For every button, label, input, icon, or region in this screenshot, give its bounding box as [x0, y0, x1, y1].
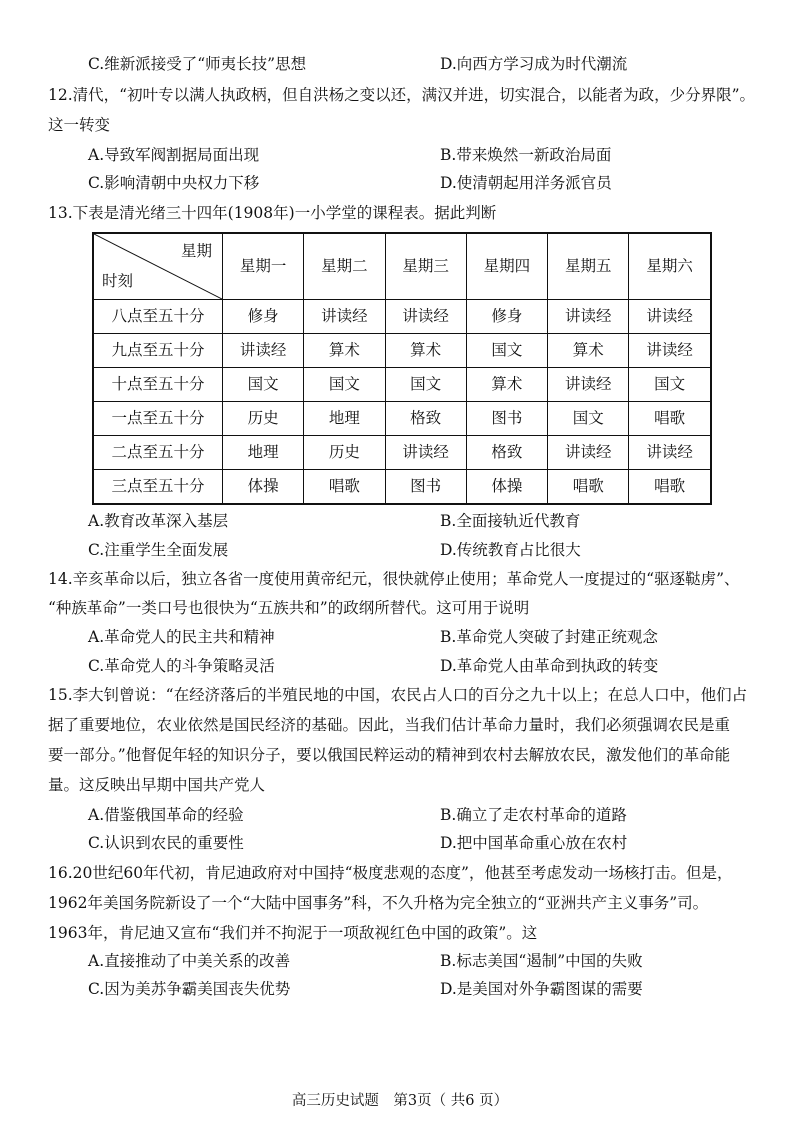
- table-row: [93, 368, 711, 402]
- course-cell: 图书: [385, 470, 466, 505]
- q16-options-row-cd: [0, 980, 800, 1002]
- course-cell: 唱歌: [629, 402, 711, 436]
- course-cell: 修身: [223, 300, 304, 334]
- q13-option-b: B.全面接轨近代教育: [440, 512, 581, 530]
- day-header: 星期一: [223, 233, 304, 300]
- q13-options-row-ab: [0, 512, 800, 534]
- q15-option-c: C.认识到农民的重要性: [88, 834, 244, 852]
- table-row: [93, 300, 711, 334]
- course-cell: 格致: [466, 436, 547, 470]
- q16-stem-line2: 1962年美国务院新设了一个“大陆中国事务”科，不久升格为完全独立的“亚洲共产主义事务”司。: [48, 894, 709, 912]
- day-header: 星期二: [304, 233, 385, 300]
- course-cell: 历史: [223, 402, 304, 436]
- time-cell: 二点至五十分: [93, 436, 223, 470]
- course-cell: 唱歌: [304, 470, 385, 505]
- table-row: [93, 334, 711, 368]
- table-row: [93, 470, 711, 505]
- q15-stem-line3: 要一部分。”他督促年轻的知识分子，要以俄国民粹运动的精神到农村去解放农民，激发他们的革命能: [48, 746, 731, 764]
- q14-option-c: C.革命党人的斗争策略灵活: [88, 657, 275, 675]
- course-cell: 国文: [385, 368, 466, 402]
- q16-option-b: B.标志美国“遏制”中国的失败: [440, 952, 643, 970]
- course-cell: 讲读经: [385, 436, 466, 470]
- course-cell: 算术: [548, 334, 629, 368]
- q14-option-b: B.革命党人突破了封建正统观念: [440, 628, 658, 646]
- q12-options-row-ab: [0, 146, 800, 168]
- course-cell: 讲读经: [385, 300, 466, 334]
- q15-option-a: A.借鉴俄国革命的经验: [88, 806, 244, 824]
- q11-options-row-cd: [0, 55, 800, 77]
- course-cell: 格致: [385, 402, 466, 436]
- course-cell: 讲读经: [223, 334, 304, 368]
- q14-options-row-cd: [0, 657, 800, 679]
- q15-stem-line2: 据了重要地位，农业依然是国民经济的基础。因此，当我们估计革命力量时，我们必须强调农民是重: [48, 716, 731, 734]
- course-cell: 唱歌: [548, 470, 629, 505]
- q15-stem-line1: 15.李大钊曾说：“在经济落后的半殖民地的中国，农民占人口的百分之九十以上；在总人口中，他们占: [48, 686, 748, 704]
- q12-stem-line2: 这一转变: [48, 116, 111, 134]
- q13-options-row-cd: [0, 541, 800, 563]
- course-cell: 讲读经: [629, 436, 711, 470]
- corner-label-weekday: 星期: [180, 242, 212, 260]
- course-cell: 国文: [548, 402, 629, 436]
- course-cell: 讲读经: [629, 334, 711, 368]
- course-cell: 国文: [466, 334, 547, 368]
- q15-options-row-ab: [0, 806, 800, 828]
- course-cell: 算术: [466, 368, 547, 402]
- course-cell: 讲读经: [548, 300, 629, 334]
- q15-stem-line4: 量。这反映出早期中国共产党人: [48, 776, 266, 794]
- course-cell: 算术: [385, 334, 466, 368]
- q12-options-row-cd: [0, 174, 800, 196]
- course-cell: 国文: [304, 368, 385, 402]
- q12-option-b: B.带来焕然一新政治局面: [440, 146, 612, 164]
- q14-option-d: D.革命党人由革命到执政的转变: [440, 657, 659, 675]
- day-header: 星期三: [385, 233, 466, 300]
- q16-stem-line1: 16.20世纪60年代初，肯尼迪政府对中国持“极度悲观的态度”，他甚至考虑发动一场核打击。但是，: [48, 864, 733, 882]
- q16-stem-line3: 1963年，肯尼迪又宣布“我们并不拘泥于一项敌视红色中国的政策”。这: [48, 924, 538, 942]
- course-cell: 国文: [629, 368, 711, 402]
- course-cell: 讲读经: [629, 300, 711, 334]
- q14-stem-line2: “种族革命”一类口号也很快为“五族共和”的政纲所替代。这可用于说明: [48, 599, 530, 617]
- time-cell: 十点至五十分: [93, 368, 223, 402]
- time-cell: 八点至五十分: [93, 300, 223, 334]
- course-cell: 修身: [466, 300, 547, 334]
- table-row: [93, 436, 711, 470]
- course-cell: 历史: [304, 436, 385, 470]
- day-header: 星期四: [466, 233, 547, 300]
- q11-option-d: D.向西方学习成为时代潮流: [440, 55, 628, 73]
- q13-option-c: C.注重学生全面发展: [88, 541, 229, 559]
- schedule-corner-cell: [93, 233, 223, 300]
- course-cell: 图书: [466, 402, 547, 436]
- q16-options-row-ab: [0, 952, 800, 974]
- page-footer: 高三历史试题 第3页（ 共6 页）: [291, 1093, 509, 1109]
- q15-option-d: D.把中国革命重心放在农村: [440, 834, 628, 852]
- q14-option-a: A.革命党人的民主共和精神: [88, 628, 275, 646]
- day-header: 星期六: [629, 233, 711, 300]
- q12-stem-line1: 12.清代，“初叶专以满人执政柄，但自洪杨之变以还，满汉并进，切实混合，以能者为政，少分界限”。: [48, 86, 756, 104]
- course-cell: 体操: [223, 470, 304, 505]
- q13-stem: 13.下表是清光绪三十四年(1908年)一小学堂的课程表。据此判断: [48, 204, 497, 222]
- q13-option-d: D.传统教育占比很大: [440, 541, 581, 559]
- time-cell: 三点至五十分: [93, 470, 223, 505]
- course-cell: 国文: [223, 368, 304, 402]
- q16-option-c: C.因为美苏争霸美国丧失优势: [88, 980, 291, 998]
- day-header: 星期五: [548, 233, 629, 300]
- q13-schedule-table: [92, 232, 712, 505]
- course-cell: 算术: [304, 334, 385, 368]
- q15-option-b: B.确立了走农村革命的道路: [440, 806, 627, 824]
- q14-stem-line1: 14.辛亥革命以后，独立各省一度使用黄帝纪元，很快就停止使用；革命党人一度提过的“驱逐鞑虏”、: [48, 570, 740, 588]
- course-cell: 地理: [223, 436, 304, 470]
- q16-option-a: A.直接推动了中美关系的改善: [88, 952, 291, 970]
- q12-option-a: A.导致军阀割据局面出现: [88, 146, 260, 164]
- q12-option-d: D.使清朝起用洋务派官员: [440, 174, 612, 192]
- course-cell: 唱歌: [629, 470, 711, 505]
- course-cell: 体操: [466, 470, 547, 505]
- time-cell: 一点至五十分: [93, 402, 223, 436]
- q15-options-row-cd: [0, 834, 800, 856]
- schedule-header-row: [93, 233, 711, 300]
- corner-label-time: 时刻: [102, 271, 134, 290]
- time-cell: 九点至五十分: [93, 334, 223, 368]
- course-cell: 讲读经: [304, 300, 385, 334]
- course-cell: 地理: [304, 402, 385, 436]
- course-cell: 讲读经: [548, 436, 629, 470]
- q16-option-d: D.是美国对外争霸图谋的需要: [440, 980, 643, 998]
- q13-option-a: A.教育改革深入基层: [88, 512, 229, 530]
- q12-option-c: C.影响清朝中央权力下移: [88, 174, 260, 192]
- course-cell: 讲读经: [548, 368, 629, 402]
- q14-options-row-ab: [0, 628, 800, 650]
- table-row: [93, 402, 711, 436]
- q11-option-c: C.维新派接受了“师夷长技”思想: [88, 55, 307, 73]
